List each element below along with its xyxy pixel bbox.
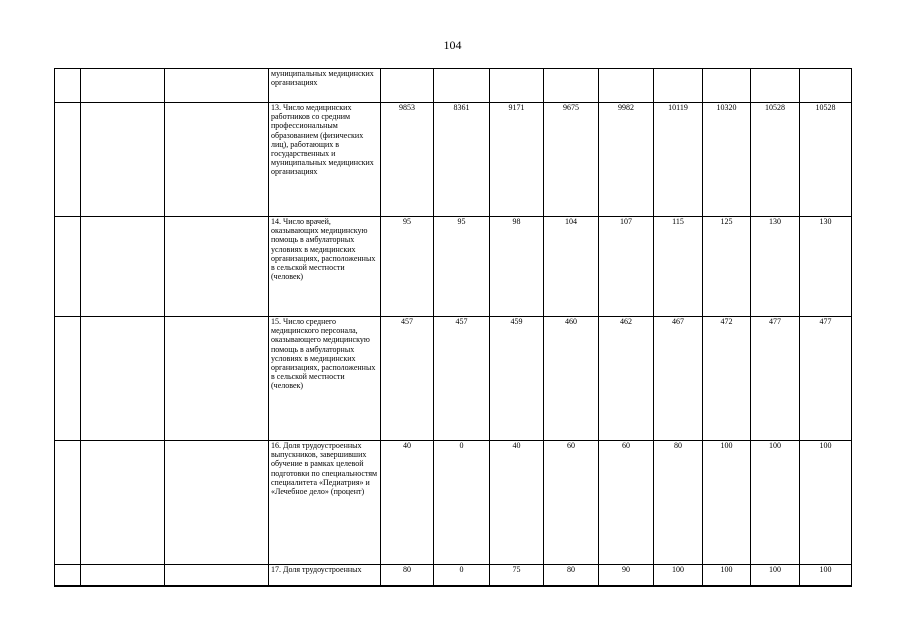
value-cell: 9675 <box>544 103 599 217</box>
empty-cell <box>55 103 81 217</box>
value-cell: 130 <box>800 217 852 317</box>
empty-cell <box>55 69 81 103</box>
value-cell <box>490 69 544 103</box>
value-cell <box>599 69 654 103</box>
indicator-cell: 14. Число врачей, оказывающих медицинскую помощь в амбулаторных условиях в медицинских организациях, расположенных в сельской местности (человек) <box>269 217 381 317</box>
empty-cell <box>165 69 269 103</box>
value-cell: 9982 <box>599 103 654 217</box>
value-cell: 10528 <box>751 103 800 217</box>
indicator-cell: 16. Доля трудоустроенных выпускников, завершивших обучение в рамках целевой подготовки по специальностям специалитета «Педиатрия» и «Лечебное дело» (процент) <box>269 441 381 565</box>
empty-cell <box>165 565 269 586</box>
value-cell: 80 <box>381 565 434 586</box>
table-row <box>55 441 852 565</box>
value-cell: 477 <box>800 317 852 441</box>
value-cell: 472 <box>703 317 751 441</box>
value-cell: 60 <box>544 441 599 565</box>
value-cell: 457 <box>381 317 434 441</box>
value-cell <box>434 69 490 103</box>
value-cell <box>544 69 599 103</box>
value-cell: 98 <box>490 217 544 317</box>
empty-cell <box>165 103 269 217</box>
value-cell: 100 <box>800 441 852 565</box>
value-cell: 115 <box>654 217 703 317</box>
value-cell: 477 <box>751 317 800 441</box>
value-cell: 75 <box>490 565 544 586</box>
value-cell: 460 <box>544 317 599 441</box>
value-cell: 457 <box>434 317 490 441</box>
empty-cell <box>81 103 165 217</box>
value-cell: 60 <box>599 441 654 565</box>
value-cell: 462 <box>599 317 654 441</box>
value-cell: 0 <box>434 565 490 586</box>
table-row <box>55 217 852 317</box>
value-cell: 8361 <box>434 103 490 217</box>
empty-cell <box>81 565 165 586</box>
table-row <box>55 317 852 441</box>
indicator-cell: 15. Число среднего медицинского персонала, оказывающего медицинскую помощь в амбулаторных условиях в медицинских организациях, расположенных в сельской местности (человек) <box>269 317 381 441</box>
value-cell: 100 <box>751 441 800 565</box>
empty-cell <box>165 217 269 317</box>
value-cell: 10528 <box>800 103 852 217</box>
value-cell: 90 <box>599 565 654 586</box>
value-cell: 100 <box>703 441 751 565</box>
empty-cell <box>165 317 269 441</box>
table-row <box>55 69 852 103</box>
empty-cell <box>165 441 269 565</box>
value-cell: 95 <box>434 217 490 317</box>
value-cell: 100 <box>800 565 852 586</box>
value-cell: 100 <box>703 565 751 586</box>
value-cell: 467 <box>654 317 703 441</box>
empty-cell <box>81 441 165 565</box>
table-row <box>55 565 852 586</box>
empty-cell <box>55 317 81 441</box>
value-cell: 9171 <box>490 103 544 217</box>
value-cell <box>381 69 434 103</box>
empty-cell <box>55 565 81 586</box>
value-cell: 9853 <box>381 103 434 217</box>
value-cell: 104 <box>544 217 599 317</box>
empty-cell <box>55 441 81 565</box>
value-cell <box>703 69 751 103</box>
empty-cell <box>81 217 165 317</box>
empty-cell <box>55 217 81 317</box>
empty-cell <box>81 69 165 103</box>
value-cell: 10119 <box>654 103 703 217</box>
value-cell: 130 <box>751 217 800 317</box>
table-row <box>55 103 852 217</box>
value-cell: 100 <box>654 565 703 586</box>
value-cell: 100 <box>751 565 800 586</box>
value-cell: 107 <box>599 217 654 317</box>
value-cell: 0 <box>434 441 490 565</box>
value-cell: 80 <box>544 565 599 586</box>
indicator-cell: муниципальных медицинских организациях <box>269 69 381 103</box>
indicator-cell: 17. Доля трудоустроенных <box>269 565 381 586</box>
value-cell <box>800 69 852 103</box>
page-number: 104 <box>443 38 462 52</box>
value-cell: 459 <box>490 317 544 441</box>
value-cell: 10320 <box>703 103 751 217</box>
value-cell: 125 <box>703 217 751 317</box>
value-cell: 80 <box>654 441 703 565</box>
value-cell <box>654 69 703 103</box>
value-cell: 95 <box>381 217 434 317</box>
value-cell: 40 <box>381 441 434 565</box>
indicators-table <box>54 68 852 587</box>
indicator-cell: 13. Число медицинских работников со средним профессиональным образованием (физических лиц), работающих в государственных и муниципальных медицинских организациях <box>269 103 381 217</box>
value-cell: 40 <box>490 441 544 565</box>
value-cell <box>751 69 800 103</box>
empty-cell <box>81 317 165 441</box>
